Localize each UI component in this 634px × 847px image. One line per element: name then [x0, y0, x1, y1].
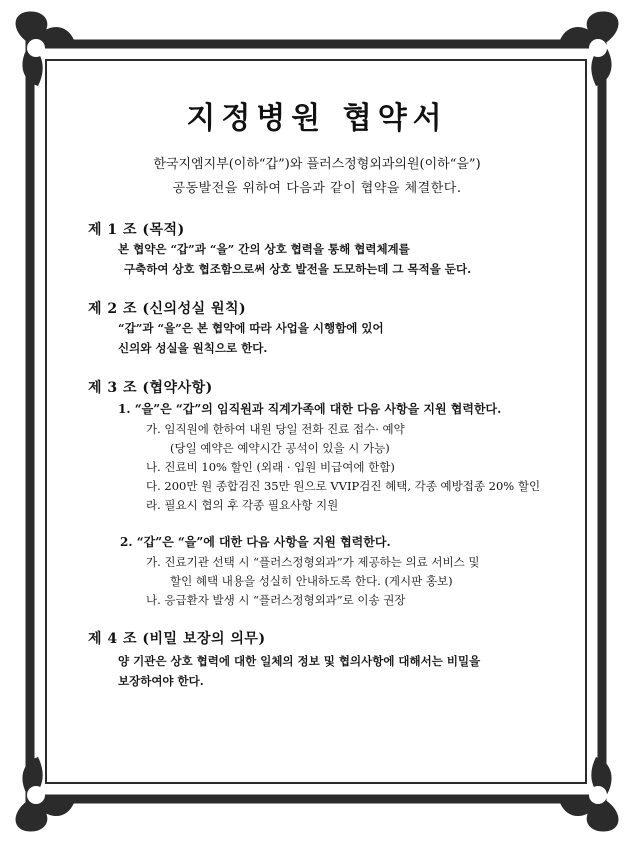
article-text: 구축하여 상호 협조함으로써 상호 발전을 도모하는데 그 목적을 둔다.: [124, 262, 472, 276]
article-heading: 제 4 조 (비밀 보장의 의무): [88, 631, 266, 647]
intro-line: 한국지엠지부(이하“갑”)와 플러스정형외과의원(이하“을”): [153, 157, 481, 172]
list-item: 가. 임직원에 한하여 내원 당일 전화 진료 접수· 예약: [146, 422, 405, 436]
list-item: 라. 필요시 협의 후 각종 필요사항 지원: [146, 498, 339, 512]
article-text: 본 협약은 “갑”과 “을” 간의 상호 협력을 통해 협력체계를: [118, 242, 410, 256]
article-text: 양 기관은 상호 협력에 대한 일체의 정보 및 협의사항에 대해서는 비밀을: [118, 654, 481, 668]
article-text: 신의와 성실을 원칙으로 한다.: [118, 341, 268, 355]
document-title: 지정병원 협약서: [186, 101, 448, 136]
list-item: 나. 진료비 10% 할인 (외래 · 입원 비급여에 한함): [146, 460, 395, 474]
list-item: 할인 혜택 내용을 성실히 안내하도록 한다. (게시판 홍보): [170, 574, 453, 588]
article-text: “갑”과 “을”은 본 협약에 따라 사업을 시행함에 있어: [118, 321, 384, 335]
list-item: (당일 예약은 예약시간 공석이 있을 시 가능): [170, 441, 390, 455]
article-heading: 제 2 조 (신의성실 원칙): [88, 301, 247, 317]
list-item: 가. 진료기관 선택 시 “플러스정형외과”가 제공하는 의료 서비스 및: [146, 555, 480, 569]
article-heading: 제 3 조 (협약사항): [88, 380, 213, 396]
section-title: 1. “을”은 “갑”의 임직원과 직계가족에 대한 다음 사항을 지원 협력한다.: [118, 402, 502, 416]
article-text: 보장하여야 한다.: [118, 674, 204, 688]
section-title: 2. “갑”은 “을”에 대한 다음 사항을 지원 협력한다.: [120, 535, 391, 549]
article-heading: 제 1 조 (목적): [88, 222, 185, 238]
list-item: 다. 200만 원 종합검진 35만 원으로 VVIP검진 혜택, 각종 예방접종 20% 할인: [146, 479, 541, 493]
intro-line: 공동발전을 위하여 다음과 같이 협약을 체결한다.: [172, 181, 462, 196]
list-item: 나. 응급환자 발생 시 “플러스정형외과”로 이송 권장: [146, 593, 406, 607]
